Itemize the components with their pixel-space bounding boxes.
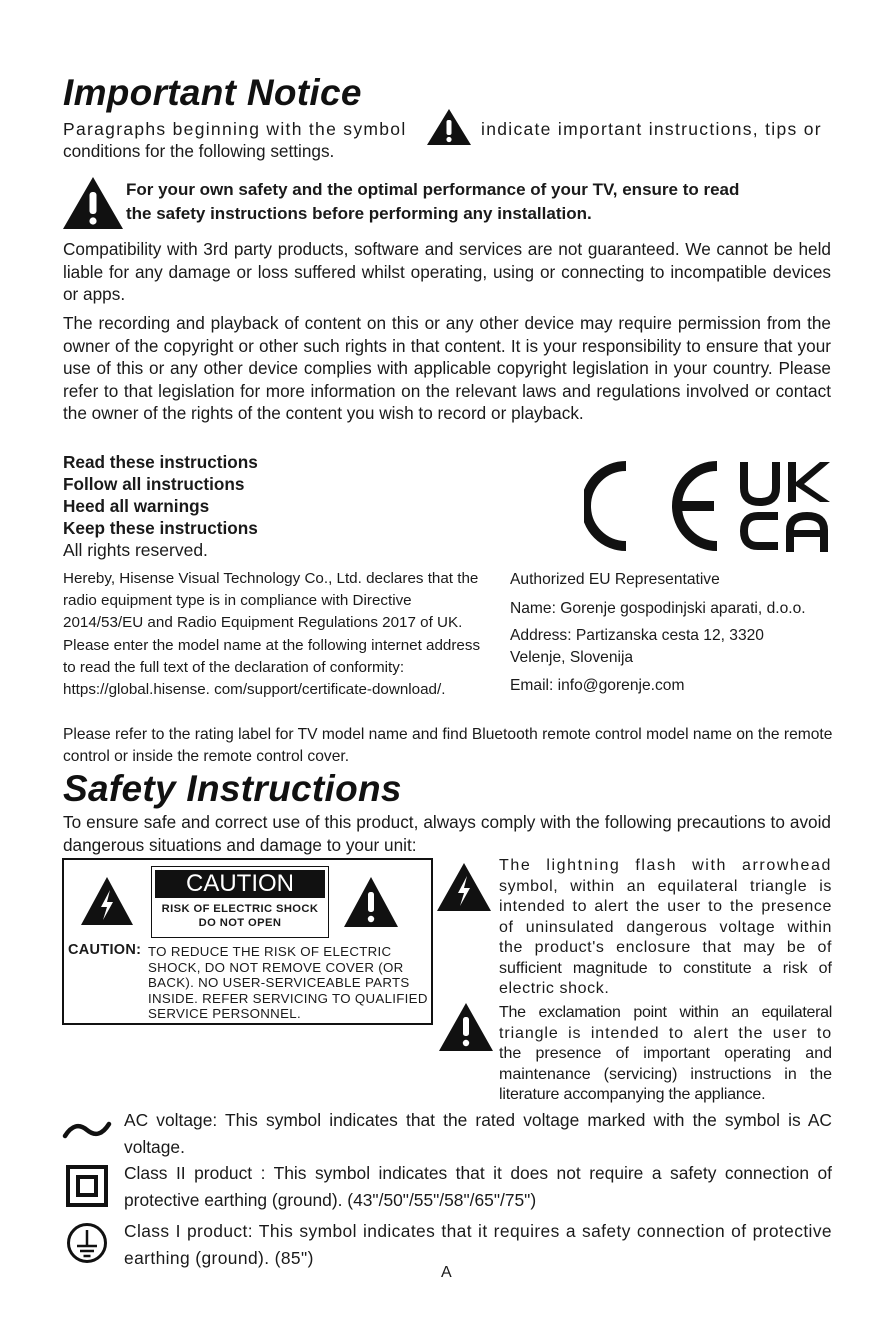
exclamation-explanation: The exclamation point within an equilateral triangle is intended to alert the user to the presence of important operating and maintenance (servicing) instructions in the literature accompanying the appliance. bbox=[499, 1004, 832, 1103]
rating-text: Please refer to the rating label for TV model name and find Bluetooth remote control model name on the remote control or inside the remote control cover. bbox=[63, 726, 833, 765]
notice-title: Important Notice bbox=[63, 72, 362, 113]
safety-warning-icon bbox=[62, 176, 124, 230]
instruction-item: Keep these instructions bbox=[63, 518, 258, 538]
exclamation-symbol-icon bbox=[438, 1002, 494, 1052]
lightning-symbol-icon bbox=[436, 862, 492, 912]
caution-text: TO REDUCE THE RISK OF ELECTRIC SHOCK, DO NOT REMOVE COVER (OR BACK). NO USER-SERVICEABLE PARTS INSIDE. REFER SERVICING TO QUALIFIED SERVICE PERSONNEL. bbox=[148, 944, 428, 1022]
caution-label: CAUTION bbox=[155, 870, 325, 898]
safety-notice: For your own safety and the optimal performance of your TV, ensure to read the safety instructions before performing any installation. bbox=[126, 180, 740, 223]
class-ii-text: Class II product : This symbol indicates that it does not require a safety connection of protective earthing (ground). (43"/50"/55"/58"/65"/75") bbox=[124, 1163, 832, 1210]
protective-earth-icon bbox=[66, 1222, 108, 1264]
safety-intro: To ensure safe and correct use of this product, always comply with the following precautions to avoid dangerous situations and damage to your unit: bbox=[63, 812, 831, 855]
class-i-text: Class I product: This symbol indicates that it requires a safety connection of protective earthing (ground). (85") bbox=[124, 1221, 832, 1268]
instruction-item: Heed all warnings bbox=[63, 496, 210, 516]
notice-intro: Paragraphs beginning with the symbol bbox=[63, 119, 407, 139]
caution-prefix: CAUTION: bbox=[68, 942, 142, 958]
warning-triangle-icon bbox=[426, 108, 472, 146]
instruction-item: Follow all instructions bbox=[63, 474, 245, 494]
lightning-explanation: The lightning flash with arrowhead symbol, within an equilateral triangle is intended to alert the user to the presence of uninsulated dangerous voltage within the product's enclosure that may be of sufficient magnitude to constitute a risk of electric shock. bbox=[499, 857, 832, 997]
ac-voltage-text: AC voltage: This symbol indicates that the rated voltage marked with the symbol is AC voltage. bbox=[124, 1110, 832, 1157]
instruction-item: Read these instructions bbox=[63, 452, 258, 472]
rights-text: All rights reserved. bbox=[63, 540, 208, 560]
instruction-list bbox=[63, 451, 258, 539]
caution-label-box bbox=[151, 866, 329, 938]
ce-mark-icon bbox=[584, 458, 734, 554]
caution-sub2: DO NOT OPEN bbox=[198, 917, 282, 929]
class-ii-icon bbox=[66, 1165, 108, 1207]
page-label: A bbox=[441, 1264, 452, 1281]
lightning-triangle-icon bbox=[80, 876, 134, 926]
exclamation-triangle-icon bbox=[343, 876, 399, 928]
notice-intro-after: indicate important instructions, tips or bbox=[481, 119, 822, 139]
recording-paragraph: The recording and playback of content on this or any other device may require permission from the owner of the copyright or other such rights in that content. It is your responsibility to ensure that your use of this or any other device complies with applicable copyright legislation in your country. Please refer to that legislation for more information on the relevant laws and regulations involved or contact the owner of the rights of the content you wish to record or playback. bbox=[63, 313, 831, 424]
caution-sub1: RISK OF ELECTRIC SHOCK bbox=[161, 903, 319, 915]
notice-intro-line2: conditions for the following settings. bbox=[63, 141, 335, 161]
eu-representative: Authorized EU Representative Name: Gorenje gospodinjski aparati, d.o.o. Address: Partizanska cesta 12, 3320 Velenje, Slovenija Email: info@gorenje.com bbox=[510, 571, 806, 694]
safety-title: Safety Instructions bbox=[63, 768, 402, 809]
compat-paragraph: Compatibility with 3rd party products, software and services are not guaranteed. We cannot be held liable for any damage or loss suffered whilst operating, using or connecting to incompatible devices or apps. bbox=[63, 239, 831, 305]
declaration-text: Hereby, Hisense Visual Technology Co., Ltd. declares that the radio equipment type is in compliance with Directive 2014/53/EU and Radio Equipment Regulations 2017 of UK. Please enter the model name at the following internet address to read the full text of the declaration of conformity: https://global.hisense. com/support/certificate-download/. bbox=[63, 570, 481, 699]
ukca-mark-icon bbox=[740, 460, 832, 554]
ac-voltage-icon bbox=[62, 1118, 112, 1142]
caution-box bbox=[62, 858, 433, 1025]
